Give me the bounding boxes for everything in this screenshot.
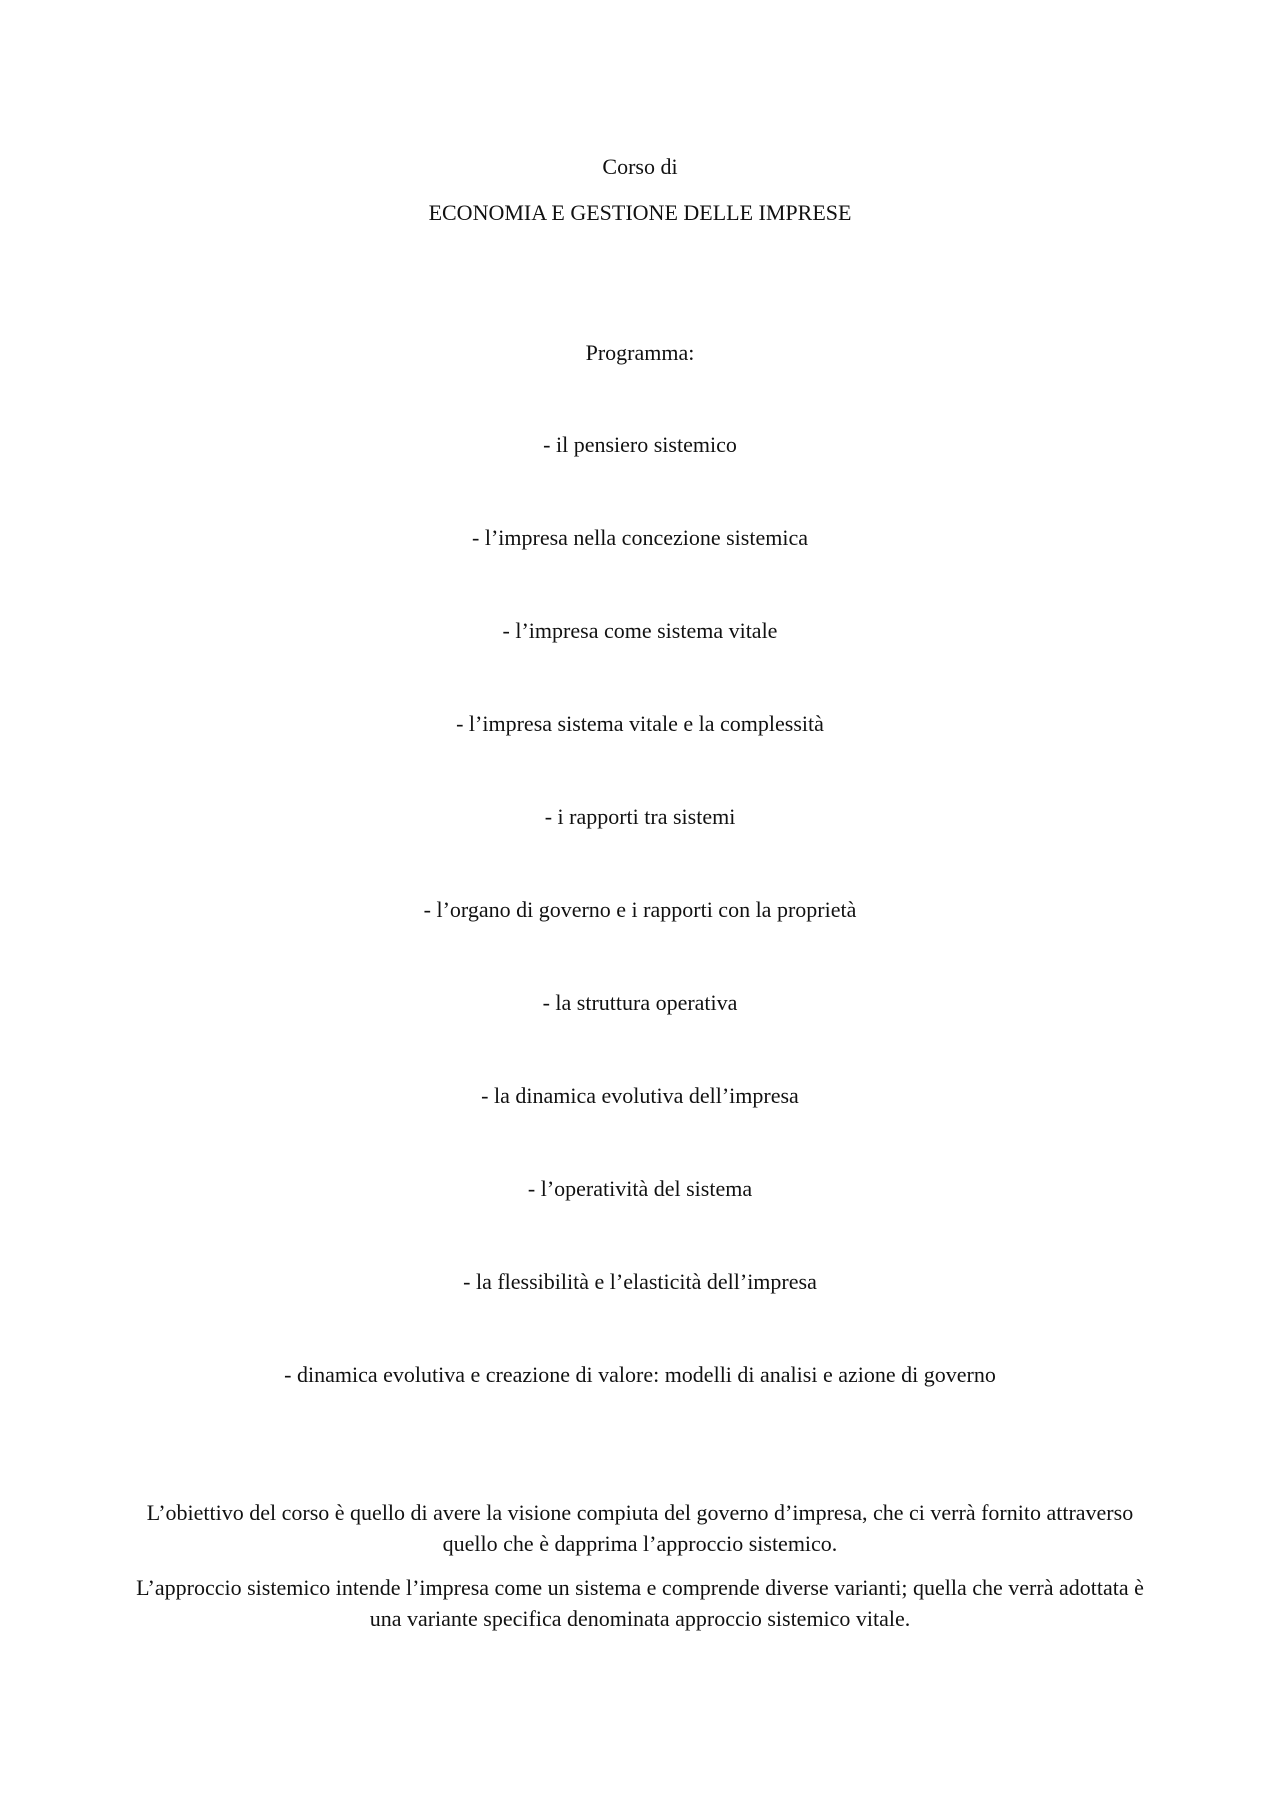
approach-paragraph: L’approccio sistemico intende l’impresa come un sistema e comprende diverse varianti; quella che verrà adottata è una variante specifica denominata approccio sistemico vitale. bbox=[136, 1575, 1144, 1631]
course-label: Corso di bbox=[602, 154, 678, 179]
program-item: - l’organo di governo e i rapporti con la proprietà bbox=[423, 897, 857, 922]
program-item: - l’impresa come sistema vitale bbox=[502, 618, 778, 643]
program-item: - l’impresa sistema vitale e la complessità bbox=[456, 711, 824, 736]
program-item: - la flessibilità e l’elasticità dell’impresa bbox=[463, 1269, 817, 1294]
program-list bbox=[0, 432, 1280, 1455]
objective-paragraph: L’obiettivo del corso è quello di avere la visione compiuta del governo d’impresa, che ci verrà fornito attraverso quello che è dapprima l’approccio sistemico. bbox=[146, 1500, 1134, 1556]
program-item: - la dinamica evolutiva dell’impresa bbox=[481, 1083, 799, 1108]
program-item: - il pensiero sistemico bbox=[543, 432, 737, 457]
program-item: - la struttura operativa bbox=[542, 990, 738, 1015]
program-heading: Programma: bbox=[585, 340, 695, 365]
program-item: - i rapporti tra sistemi bbox=[544, 804, 736, 829]
program-item: - dinamica evolutiva e creazione di valore: modelli di analisi e azione di governo bbox=[284, 1362, 996, 1387]
course-title: ECONOMIA E GESTIONE DELLE IMPRESE bbox=[428, 200, 852, 225]
program-item: - l’operatività del sistema bbox=[527, 1176, 753, 1201]
program-item: - l’impresa nella concezione sistemica bbox=[472, 525, 808, 550]
